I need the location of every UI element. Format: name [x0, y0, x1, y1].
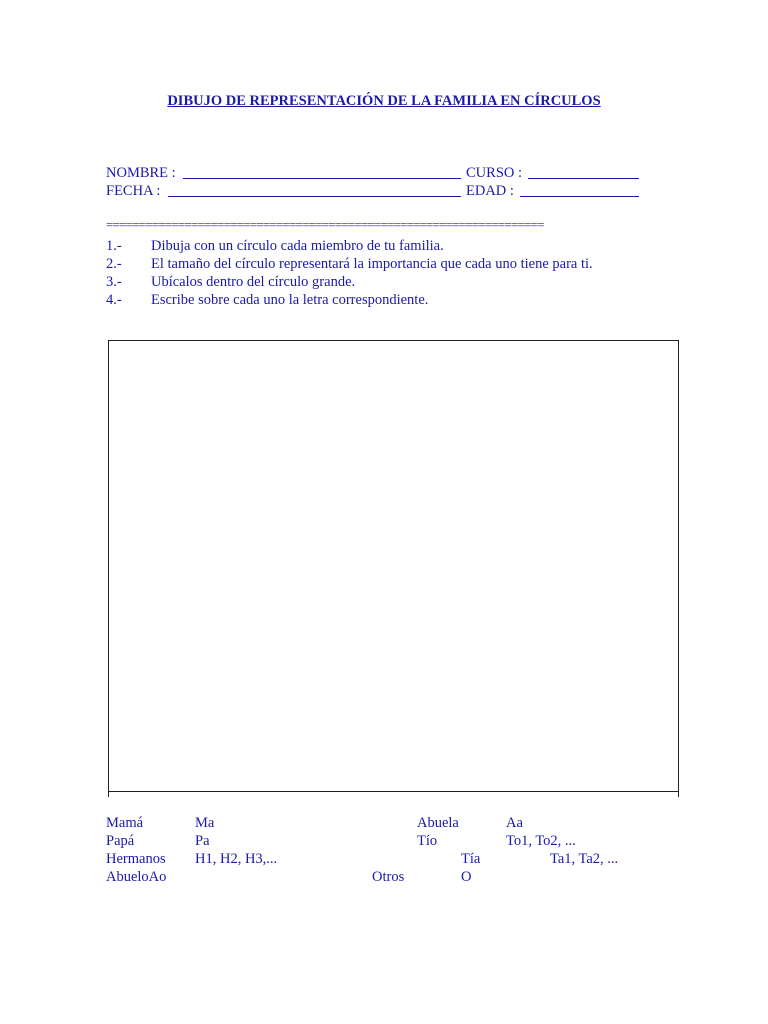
- instruction-text-2: El tamaño del círculo representará la importancia que cada uno tiene para ti.: [151, 256, 593, 272]
- instruction-number-1: 1.-: [106, 238, 122, 254]
- document-title: DIBUJO DE REPRESENTACIÓN DE LA FAMILIA EN CÍRCULOS: [167, 93, 601, 109]
- separator-line: ===================================================================: [106, 217, 544, 232]
- legend-tio: Tío: [417, 833, 438, 849]
- legend-tia-code: Ta1, Ta2, ...: [550, 851, 619, 867]
- instruction-number-4: 4.-: [106, 292, 122, 308]
- legend-papa: Papá: [106, 833, 135, 849]
- legend-hermanos: Hermanos: [106, 851, 166, 867]
- drawing-area[interactable]: [108, 340, 679, 792]
- legend-abuela: Abuela: [417, 815, 459, 831]
- instruction-text-3: Ubícalos dentro del círculo grande.: [151, 274, 356, 290]
- curso-label: CURSO :: [466, 165, 523, 181]
- nombre-label: NOMBRE :: [106, 165, 176, 181]
- legend-otros-code: O: [461, 869, 472, 885]
- drawing-area-right-tick: [678, 791, 679, 797]
- legend-tio-code: To1, To2, ...: [506, 833, 576, 849]
- legend-tia: Tía: [461, 851, 481, 867]
- fecha-field-line[interactable]: [168, 196, 461, 197]
- legend-papa-code: Pa: [195, 833, 210, 849]
- legend-hermanos-code: H1, H2, H3,...: [195, 851, 278, 867]
- legend-mama-code: Ma: [195, 815, 215, 831]
- instruction-number-2: 2.-: [106, 256, 122, 272]
- nombre-field-line[interactable]: [183, 178, 461, 179]
- legend-abuela-code: Aa: [506, 815, 523, 831]
- edad-label: EDAD :: [466, 183, 514, 199]
- legend-abuelo: AbueloAo: [106, 869, 167, 885]
- instruction-number-3: 3.-: [106, 274, 122, 290]
- fecha-label: FECHA :: [106, 183, 161, 199]
- edad-field-line[interactable]: [520, 196, 639, 197]
- instruction-text-1: Dibuja con un círculo cada miembro de tu familia.: [151, 238, 444, 254]
- drawing-area-left-tick: [108, 791, 109, 797]
- legend-mama: Mamá: [106, 815, 144, 831]
- instruction-text-4: Escribe sobre cada uno la letra correspondiente.: [151, 292, 429, 308]
- legend-otros: Otros: [372, 869, 405, 885]
- curso-field-line[interactable]: [528, 178, 639, 179]
